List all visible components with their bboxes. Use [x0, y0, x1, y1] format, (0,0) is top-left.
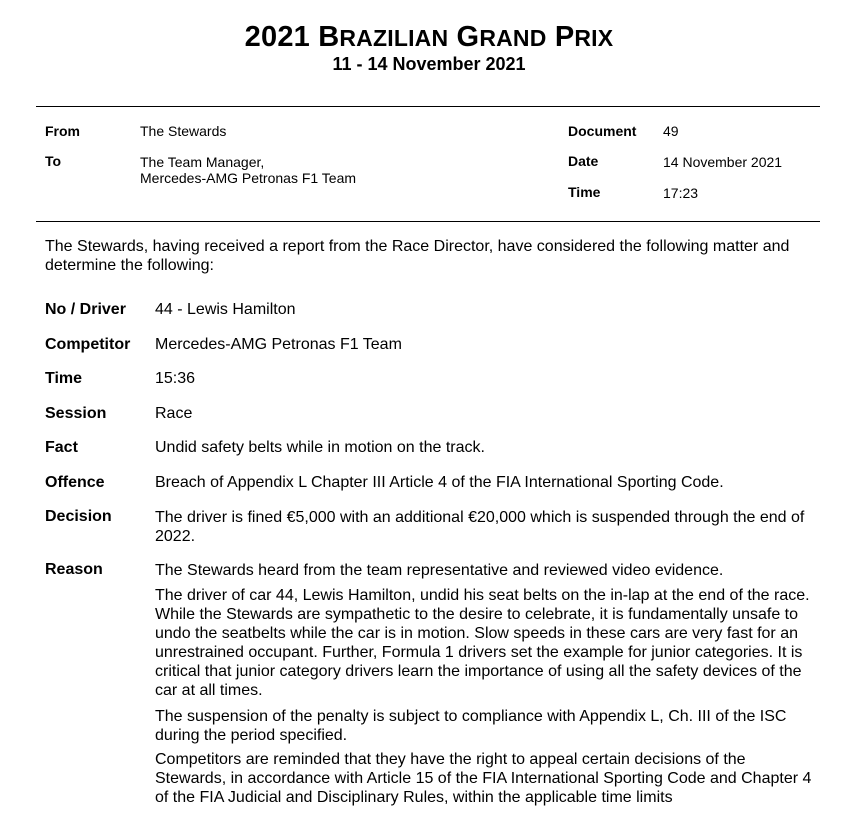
reason-paragraph-1: The Stewards heard from the team representative and reviewed video evidence. — [155, 562, 724, 579]
competitor-value: Mercedes-AMG Petronas F1 Team — [155, 336, 402, 353]
reason-label: Reason — [45, 561, 103, 578]
session-label: Session — [45, 405, 107, 422]
document-number: 49 — [663, 123, 679, 139]
decision-value: The driver is fined €5,000 with an additional €20,000 which is suspended through the end of 2022. — [155, 509, 805, 545]
from-value: The Stewards — [140, 123, 227, 139]
document-label: Document — [568, 123, 637, 139]
to-value-line2: Mercedes-AMG Petronas F1 Team — [140, 170, 357, 186]
incident-time-label: Time — [45, 370, 83, 387]
incident-time-value: 15:36 — [155, 370, 196, 387]
offence-value: Breach of Appendix L Chapter III Article 4 of the FIA International Sporting Code. — [155, 474, 724, 491]
fact-value: Undid safety belts while in motion on the track. — [155, 439, 485, 456]
date-value: 14 November 2021 — [663, 154, 783, 170]
time-label: Time — [568, 184, 601, 200]
reason-paragraph-2: The driver of car 44, Lewis Hamilton, undid his seat belts on the in-lap at the end of the race. While the Stewards are sympathetic to the desire to celebrate, it is fundamentally unsafe to undo the seatbelts while the car is in motion. Slow speeds in these cars are very fast for an unrestrained occupant. Further, Formula 1 drivers set the example for junior categories. It is critical that junior category drivers learn the importance of using all the safety devices of the car at all times. — [155, 587, 810, 699]
offence-label: Offence — [45, 474, 105, 491]
reason-paragraph-3: The suspension of the penalty is subject to compliance with Appendix L, Ch. III of the ISC during the period specified. — [155, 708, 787, 744]
date-label: Date — [568, 153, 599, 169]
intro-paragraph: The Stewards, having received a report from the Race Director, have considered the following matter and determine the following: — [45, 238, 790, 274]
from-label: From — [45, 123, 80, 139]
document-title: 2021 BRAZILIAN GRAND PRIX — [244, 21, 614, 53]
competitor-label: Competitor — [45, 336, 131, 353]
appeal-notice: Competitors are reminded that they have the right to appeal certain decisions of the Stewards, in accordance with Article 15 of the FIA International Sporting Code and Chapter 4 of the FIA Judicial and Disciplinary Rules, within the applicable time limits — [155, 751, 812, 806]
to-value-line1: The Team Manager, — [140, 154, 265, 170]
to-label: To — [45, 153, 62, 169]
fact-label: Fact — [45, 439, 78, 456]
decision-label: Decision — [45, 508, 112, 525]
event-dates: 11 - 14 November 2021 — [332, 54, 526, 74]
header-divider-top — [36, 106, 820, 107]
header-divider-bottom — [36, 221, 820, 222]
session-value: Race — [155, 405, 193, 422]
driver-label: No / Driver — [45, 301, 126, 318]
time-value: 17:23 — [663, 185, 699, 201]
driver-value: 44 - Lewis Hamilton — [155, 301, 296, 318]
